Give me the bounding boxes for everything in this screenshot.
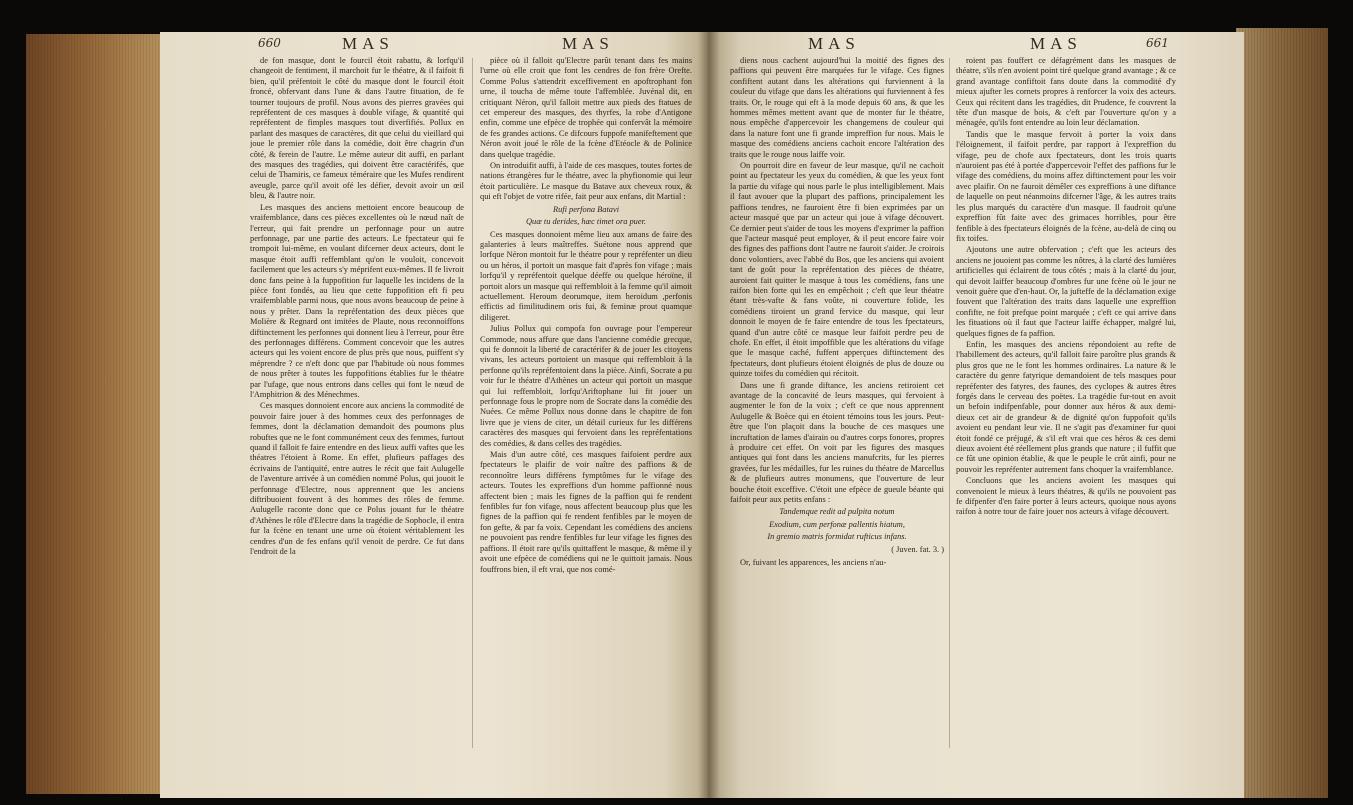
paragraph: Quæ tu derides, hæc timet ora puer. [525, 217, 647, 227]
column-rule-left [472, 58, 473, 748]
left-page-edges [26, 34, 176, 794]
paragraph: Mais d'un autre côté, ces masques faifoient perdre aux fpectateurs le plaifir de voir naître des paffions & de reconnoître leurs différens fymptômes fur le vifage des acteurs. Toutes les expreffions d'un homme paffionné nous affectent bien ; mais les fignes de la paffion qui fe rendent fenfibles fur fon vifage, nous affectent beaucoup plus que les fignes de la paffion qui fe rendent fenfibles par le moyen de fon gefte, & par fa voix. Cependant les comédiens des anciens ne pouvoient pas rendre fenfibles fur leur vifage les fignes des paffions. Il étoit rare qu'ils quittaffent le masque, & même il y avoit une efpèce de comédiens qui ne le quittoit jamais. Nous fouffrons bien, il eft vrai, que nos comé- [480, 450, 692, 574]
paragraph: Or, fuivant les apparences, les anciens n'au- [740, 558, 887, 568]
paragraph: Enfin, les masques des anciens répondoient au refte de l'habillement des acteurs, qu'il falloit faire paroître plus grands & plus gros que ne le font les hommes ordinaires. La nature & le caractère du genre fatyrique demandoient de tels masques pour repréfenter des fatyres, des faunes, des cyclopes & autres êtres forgés dans le cerveau des poëtes. La tragédie fur-tout en avoit un befoin indifpenfable, pour donner aux héros & aux demi-dieux cet air de grandeur & de dignité qu'on fuppofoit qu'ils avoient eu pendant leur vie. Il ne s'agit pas d'examiner fur quoi étoit fondé ce préjugé, & s'il eft vrai que ces héros & ces demi dieux avoient été réellement plus grands que nature ; il fuffit que ce fût une opinion établie, & que le peuple le crût ainfi, pour ne pouvoir les repréfenter autrement fans choquer la vraifemblance. [956, 339, 1176, 474]
paragraph: Ces masques donnoient même lieu aux amans de faire des galanteries à leurs maîtreffes. Suétone nous apprend que lorfque Néron montoit fur le théatre pour y repréfenter un dieu ou un héros, il portoit un masque fait d'après fon vifage ; mais lorfqu'il y repréfentoit quelque déeffe ou quelque héroïne, il portoit alors un masque qui reffembloit à la femme qu'il aimoit actuellement. Heroum deorumque, item heroidum ,perfonis effictis ad fimilitudinem oris fui, & feminæ prout quamque diligeret. [480, 229, 692, 322]
paragraph: Ajoutons une autre obfervation ; c'eft que les acteurs des anciens ne jouoient pas comme les nôtres, à la clarté des lumières artificielles qui éclairent de tous côtés ; mais à la clarté du jour, qui devoit laiffer beaucoup d'ombres fur une fcène où le jour ne venoit guère que d'en-haut. Or, la jufteffe de la déclamation exige fouvent que l'altération des traits dans laquelle une expreffion confifte, ne foit prefque point marquée ; c'eft ce qui arrive dans les fituations où il faut que l'acteur laiffe échapper, malgré lui, quelques fignes de fa paffion. [956, 245, 1176, 338]
running-head-right-2: MAS [1030, 34, 1082, 53]
paragraph: diens nous cachent aujourd'hui la moitié des fignes des paffions qui peuvent être marquées fur le vifage. Ces fignes confiftent autant dans les altérations qui furviennent à la couleur du vifage que dans les altérations qui furviennent à fes traits. Or, le rouge qui eft à la mode depuis 60 ans, & que les hommes mêmes mettent avant que de monter fur le théatre, nous empêche d'appercevoir les changemens de couleur qui dans la nature font une fi grande impreffion fur nous. Mais le masque des comédiens anciens cachoit encore l'altération des traits que le rouge nous laiffe voir. [730, 56, 944, 159]
paragraph: Rufi perfona Batavi [552, 204, 620, 214]
text-column-1 [250, 56, 464, 756]
text-column-4 [956, 56, 1176, 756]
page-number-left: 660 [258, 36, 281, 50]
running-head-left-2: MAS [562, 34, 614, 53]
paragraph: Exodium, cum perfonæ pallentis hiatum, [769, 519, 905, 529]
paragraph: roient pas fouffert ce défagrément dans les masques de théatre, s'ils n'en avoient point tiré quelque grand avantage ; & ce grand avantage confiftoit fans doute dans la commodité d'y mieux ajufter les cornets propres à renforcer la voix des acteurs. Ceux qui récitent dans les tragédies, dit Prudence, fe couvrent la tête d'un masque de bois, & c'eft par l'ouverture qu'on y a ménagée, qu'ils font entendre au loin leur déclamation. [956, 56, 1176, 128]
page-number-right: 661 [1146, 36, 1169, 50]
paragraph: In gremio matris formidat rufticus infans. [767, 532, 907, 542]
paragraph: Dans une fi grande diftance, les anciens retiroient cet avantage de la concavité de leurs masques, qui fervoient à augmenter le fon de la voix ; c'eft ce que nous apprennent Aulugelle & Boèce qui en étoient témoins tous les jours. Peut-être que l'on plaçoit dans la bouche de ces masques une incruftation de lames d'airain ou d'autres corps fonores, propres à produire cet effet. On voit par les figures des masques antiques qui font dans les anciens manufcrits, fur les pierres gravées, fur les médailles, fur les ruines du théatre de Marcellus & de plufieurs autres monumens, que l'ouverture de leur bouche étoit exceffive. C'étoit une efpèce de gueule béante qui faifoit peur aux petits enfans : [730, 380, 944, 505]
paragraph: de fon masque, dont le fourcil étoit rabattu, & lorfqu'il changeoit de fentiment, il marchoit fur le théatre, & il faifoit fi bien, qu'il préfentoit le côté du masque dont le fourcil étoit froncé, obfervant dans l'une & dans l'autre fituation, de fe tourner toujours de profil. Nous avons des pierres gravées qui repréfentent de ces masques à double vifage, & quantité qui repréfentent de fimples masques tout diverfifiés. Pollux en parlant des masques de caractères, dit que celui du vieillard qui joue le premier rôle dans la comédie, doit être chagrin d'un côté, & ferein de l'autre. Le même auteur dit auffi, en parlant des masques des tragédies, qui doivent être caractérifés, que celui de Thamiris, ce fameux téméraire que les Mufes rendirent aveugle, parce qu'il avoit ofé les défier, devoit avoir un œil bleu, & l'autre noir. [250, 56, 464, 201]
text-column-2 [480, 56, 692, 756]
running-head-left-1: MAS [342, 34, 394, 53]
paragraph: On introduifit auffi, à l'aide de ces masques, toutes fortes de nations étrangères fur le théatre, avec la phyfionomie qui leur étoit particulière. Le masque du Batave aux cheveux roux, & qui eft l'objet de votre rifée, fait peur aux enfans, dit Martial : [480, 161, 692, 202]
paragraph: Tandis que le masque fervoit à porter la voix dans l'éloignement, il faifoit perdre, par rapport à l'expreffion du vifage, peu de chofe aux fpectateurs, dont les trois quarts n'auroient pas été à portée d'appercevoir l'effet des paffions fur le vifage des comédiens, du moins affez diftinctement pour les voir avec plaifir. On ne fauroit démêler ces expreffions à une diftance de laquelle on peut néanmoins difcerner l'âge, & les autres traits les plus marqués du caractère d'un masque. Il faudroit qu'une expreffion fût faite avec des grimaces horribles, pour être fenfible à des fpectateurs éloignés de la fcène, au-delà de cinq ou fix toifes. [956, 129, 1176, 243]
paragraph: ( Juven. fat. 3. ) [891, 544, 944, 554]
book-gutter [698, 32, 720, 798]
paragraph: Ces masques donnoient encore aux anciens la commodité de pouvoir faire jouer à des hommes ceux des perfonnages de femmes, dont la déclamation demandoit des poumons plus robuftes que ne le font communément ceux des femmes, furtout quand il falloit fe faire entendre en des lieux auffi vaftes que les théatres l'étoient à Rome. En effet, plufieurs paffages des écrivains de l'antiquité, entre autres le récit que fait Aulugelle de l'aventure arrivée à un comédien nommé Polus, qui jouoit le perfonnage d'Electre, nous apprennent que les anciens diftribuoient fouvent à des hommes des rôles de femme. Aulugelle raconte donc que ce Polus jouant fur le théatre d'Athènes le rôle d'Electre dans la tragédie de Sophocle, il entra fur la fcène en tenant une urne où étoient véritablement les cendres d'un de fes enfans qu'il venoit de perdre. Ce fut dans l'endroit de la [250, 401, 464, 557]
column-rule-right [949, 58, 950, 748]
paragraph: On pourroit dire en faveur de leur masque, qu'il ne cachoit point au fpectateur les yeux du comédien, & que les yeux font la partie du vifage qui nous parle le plus intelligiblement. Mais il faut avouer que la plupart des paffions, principalement les paffions tendres, ne fauroient être fi bien exprimées par un acteur masqué que par un acteur qui joue à vifage découvert. Ce dernier peut s'aider de tous les moyens d'exprimer la paffion que l'acteur masqué peut employer, & il peut encore faire voir des fignes des paffions dont l'autre ne fauroit s'aider. Je croirois donc volontiers, avec l'abbé du Bos, que les anciens qui avoient tant de goût pour la repréfentation des pièces de théatre, auroient fait quitter le masque à tous les comédiens, fans une raifon bien forte qui les en empêchoit ; c'eft que leur théatre étant très-vafte & fans voûte, ni couverture folide, les comédiens tiroient un grand fervice du masque, qui leur donnoit le moyen de fe faire entendre de tous les fpectateurs, quand d'un autre côté ce masque leur faifoit perdre peu de chofe. En effet, il étoit impoffible que les altérations du vifage que le masque caché, fuffent apperçues diftinctement des fpectateurs, dont plufieurs étoient éloignés de plus de douze ou quinze toifes du comédien qui récitoit. [730, 161, 944, 379]
right-page-edges [1236, 28, 1328, 798]
paragraph: Les masques des anciens mettoient encore beaucoup de vraifemblance, dans ces pièces excellentes où le nœud naît de l'erreur, qui fait prendre un perfonnage pour un autre perfonnage, par une partie des acteurs. Le fpectateur qui fe trompoit lui-même, en voulant difcerner deux acteurs, dont le masque étoit auffi reffemblant qu'on le vouloit, concevoit facilement que les acteurs s'y méprifent eux-mêmes. Il fe livroit donc fans peine à la fuppofition fur laquelle les incidens de la pièce font fondés, au lieu que cette fuppofition eft fi peu vraifemblable parmi nous, que nous avons beaucoup de peine à nous y prêter. Dans la repréfentation des deux pièces que Molière & Regnard ont imitées de Plaute, nous reconnoiffons diftinctement les perfonnes qui donnent lieu à l'erreur, pour être des perfonnages différens. Comment concevoir que les autres acteurs qui les voient encore de plus près que nous, puiffent s'y méprendre ? ce n'eft donc que par l'habitude où nous fommes de nous prêter à toutes les fuppofitions établies fur le théatre par l'ufage, que nous entrons dans celles qui font le nœud de l'Amphitrion & des Ménechmes. [250, 202, 464, 399]
paragraph: Julius Pollux qui compofa fon ouvrage pour l'empereur Commode, nous affure que dans l'ancienne comédie grecque, qui fe donnoit la liberté de caractérifer & de jouer les citoyens vivans, les acteurs portoient un masque qui reffembloit à la perfonne qu'ils repréfentoient dans la pièce. Ainfi, Socrate a pu voir fur le théatre d'Athènes un acteur qui portoit un masque qui lui reffembloit, lorfqu'Ariftophane lui fit jouer un perfonnage fous le propre nom de Socrate dans la comédie des Nuées. Ce même Pollux nous donne dans le chapitre de fon livre que je viens de citer, un détail curieux fur les différens caractères des masques qui fervoient dans les repréfentations des comédies, & dans celles des tragédies. [480, 324, 692, 448]
running-head-right-1: MAS [808, 34, 860, 53]
paragraph: pièce où il falloit qu'Electre parût tenant dans fes mains l'urne où elle croit que font les cendres de fon frère Orefte. Comme Polus s'attendrit exceffivement en apoftrophant fon urne, il toucha de même toute l'affemblée. Juvénal dit, en critiquant Néron, qu'il falloit mettre aux pieds des ftatues de cet empereur des masques, des thyrfes, la robe d'Antigone enfin, comme une efpèce de trophée qui confervât la mémoire de fes grandes actions. Ce difcours fuppofe manifeftement que Néron avoit joué le rôle de la fcène d'Etéocle & de Polinice dans quelque tragédie. [480, 56, 692, 159]
text-column-3 [730, 56, 944, 756]
paragraph: Tandemque redit ad pulpita notum [779, 507, 895, 517]
paragraph: Concluons que les anciens avoient les masques qui convenoient le mieux à leurs théatres, & qu'ils ne pouvoient pas fe difpenfer d'en faire porter à leurs acteurs, quoique nous ayons raifon à notre tour de faire jouer nos acteurs à vifage découvert. [956, 476, 1176, 517]
